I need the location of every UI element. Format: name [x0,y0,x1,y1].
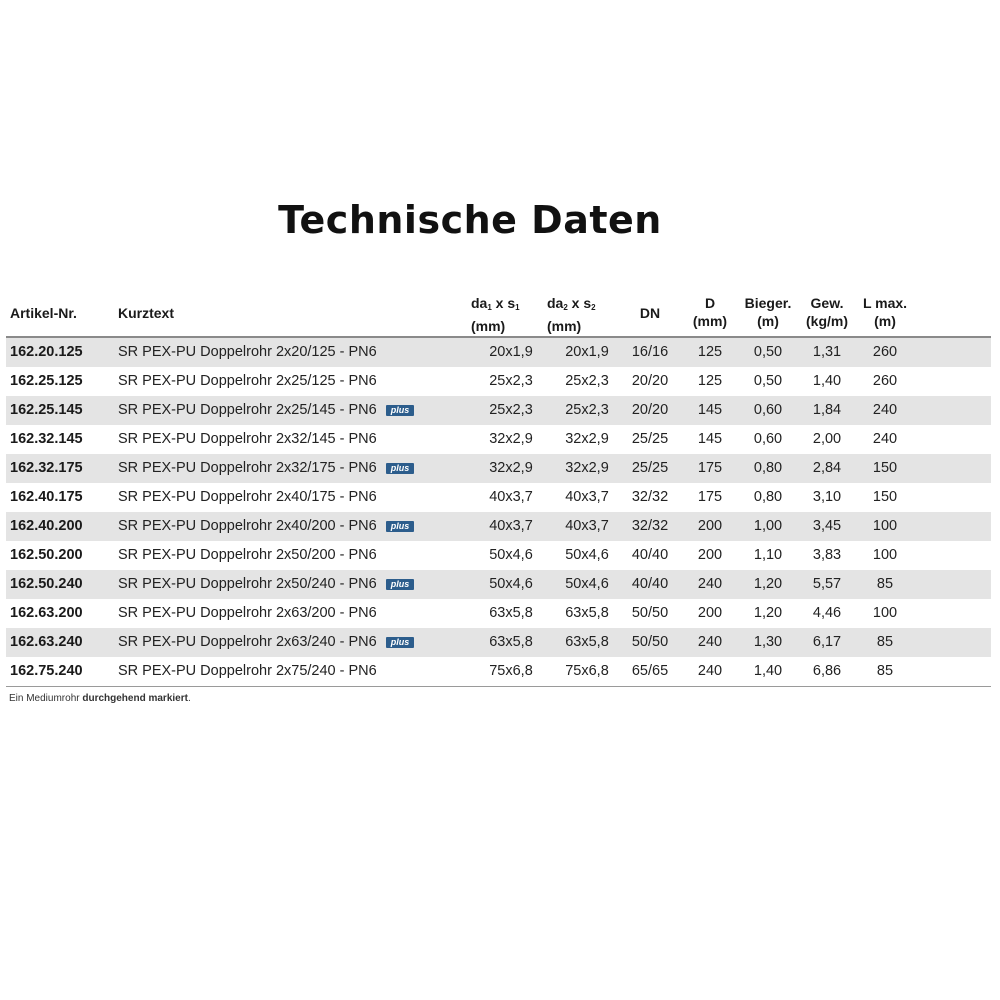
cell-gewicht: 2,00 [812,431,842,447]
cell-d: 175 [697,489,723,505]
cell-da1: 32x2,9 [489,431,533,447]
cell-da2: 63x5,8 [565,605,609,621]
cell-artikel: 162.25.145 [10,402,83,418]
kurztext-text: SR PEX-PU Doppelrohr 2x32/175 - PN6 [118,460,377,476]
cell-dn: 50/50 [631,605,669,621]
cell-da1: 63x5,8 [489,634,533,650]
cell-gewicht: 1,31 [812,344,842,360]
table-end-line [6,686,991,687]
cell-d: 125 [697,373,723,389]
cell-biegeradius: 0,50 [753,344,783,360]
table-header [6,288,991,338]
cell-biegeradius: 0,60 [753,402,783,418]
cell-artikel: 162.40.200 [10,518,83,534]
cell-gewicht: 1,40 [812,373,842,389]
cell-da1: 25x2,3 [489,373,533,389]
cell-da2: 50x4,6 [565,576,609,592]
cell-da2: 25x2,3 [565,402,609,418]
kurztext-text: SR PEX-PU Doppelrohr 2x40/175 - PN6 [118,489,377,505]
cell-kurztext [118,657,377,686]
cell-da1: 63x5,8 [489,605,533,621]
table-row [6,338,991,367]
cell-kurztext [118,483,377,512]
table-row [6,367,991,396]
table-row [6,512,991,541]
footnote: Ein Mediumrohr durchgehend markiert. [9,693,191,704]
cell-kurztext [118,628,414,657]
cell-gewicht: 3,83 [812,547,842,563]
table-row [6,628,991,657]
cell-dn: 25/25 [631,460,669,476]
cell-kurztext [118,396,414,425]
cell-lmax: 100 [872,518,898,534]
cell-lmax: 85 [876,663,894,679]
header-d: D (mm) [692,295,728,329]
header-artikel: Artikel-Nr. [10,305,77,321]
technical-data-table [6,288,991,704]
kurztext-text: SR PEX-PU Doppelrohr 2x50/240 - PN6 [118,576,377,592]
cell-biegeradius: 1,20 [753,605,783,621]
cell-artikel: 162.63.200 [10,605,83,621]
cell-d: 145 [697,431,723,447]
cell-da2: 20x1,9 [565,344,609,360]
cell-kurztext [118,570,414,599]
cell-artikel: 162.32.145 [10,431,83,447]
cell-da1: 50x4,6 [489,547,533,563]
cell-kurztext [118,541,377,570]
cell-dn: 16/16 [631,344,669,360]
cell-dn: 32/32 [631,518,669,534]
cell-lmax: 150 [872,489,898,505]
cell-lmax: 260 [872,344,898,360]
plus-badge: plus [386,521,415,532]
table-row [6,570,991,599]
cell-lmax: 100 [872,547,898,563]
page-title: Technische Daten [278,198,662,242]
cell-da2: 40x3,7 [565,518,609,534]
cell-biegeradius: 0,80 [753,460,783,476]
cell-kurztext [118,367,377,396]
cell-kurztext [118,454,414,483]
cell-biegeradius: 0,80 [753,489,783,505]
cell-da2: 32x2,9 [565,460,609,476]
table-row [6,541,991,570]
cell-da1: 50x4,6 [489,576,533,592]
cell-dn: 50/50 [631,634,669,650]
cell-biegeradius: 0,50 [753,373,783,389]
header-lmax: L max. (m) [862,295,908,329]
cell-dn: 32/32 [631,489,669,505]
cell-lmax: 240 [872,431,898,447]
cell-artikel: 162.20.125 [10,344,83,360]
cell-dn: 65/65 [631,663,669,679]
table-row [6,599,991,628]
cell-da2: 32x2,9 [565,431,609,447]
table-row [6,396,991,425]
cell-gewicht: 3,10 [812,489,842,505]
cell-gewicht: 3,45 [812,518,842,534]
cell-da1: 32x2,9 [489,460,533,476]
cell-gewicht: 4,46 [812,605,842,621]
cell-dn: 40/40 [631,576,669,592]
cell-d: 240 [697,634,723,650]
cell-d: 125 [697,344,723,360]
cell-lmax: 85 [876,576,894,592]
cell-lmax: 100 [872,605,898,621]
cell-kurztext [118,338,377,367]
cell-biegeradius: 1,10 [753,547,783,563]
cell-da1: 40x3,7 [489,489,533,505]
cell-da2: 25x2,3 [565,373,609,389]
cell-lmax: 260 [872,373,898,389]
cell-lmax: 85 [876,634,894,650]
cell-d: 200 [697,518,723,534]
cell-da2: 63x5,8 [565,634,609,650]
kurztext-text: SR PEX-PU Doppelrohr 2x20/125 - PN6 [118,344,377,360]
cell-dn: 25/25 [631,431,669,447]
cell-da1: 40x3,7 [489,518,533,534]
cell-d: 200 [697,605,723,621]
cell-artikel: 162.75.240 [10,663,83,679]
plus-badge: plus [386,463,415,474]
header-da2: $da_2$ x $s_2$ (mm) [547,295,596,334]
cell-artikel: 162.63.240 [10,634,83,650]
cell-gewicht: 6,17 [812,634,842,650]
cell-dn: 20/20 [631,402,669,418]
cell-biegeradius: 1,20 [753,576,783,592]
kurztext-text: SR PEX-PU Doppelrohr 2x63/240 - PN6 [118,634,377,650]
cell-da2: 75x6,8 [565,663,609,679]
plus-badge: plus [386,405,415,416]
cell-kurztext [118,599,377,628]
cell-biegeradius: 1,00 [753,518,783,534]
kurztext-text: SR PEX-PU Doppelrohr 2x32/145 - PN6 [118,431,377,447]
cell-gewicht: 6,86 [812,663,842,679]
table-row [6,483,991,512]
table-row [6,454,991,483]
cell-gewicht: 2,84 [812,460,842,476]
cell-da1: 75x6,8 [489,663,533,679]
cell-da2: 50x4,6 [565,547,609,563]
kurztext-text: SR PEX-PU Doppelrohr 2x50/200 - PN6 [118,547,377,563]
kurztext-text: SR PEX-PU Doppelrohr 2x40/200 - PN6 [118,518,377,534]
cell-dn: 40/40 [631,547,669,563]
cell-kurztext [118,512,414,541]
cell-d: 240 [697,663,723,679]
header-gewicht: Gew. (kg/m) [806,295,848,329]
cell-artikel: 162.32.175 [10,460,83,476]
cell-biegeradius: 1,40 [753,663,783,679]
table-row [6,425,991,454]
kurztext-text: SR PEX-PU Doppelrohr 2x63/200 - PN6 [118,605,377,621]
plus-badge: plus [386,637,415,648]
header-kurztext: Kurztext [118,305,175,321]
cell-lmax: 150 [872,460,898,476]
cell-kurztext [118,425,377,454]
header-dn: DN [639,305,661,321]
cell-da1: 20x1,9 [489,344,533,360]
cell-da2: 40x3,7 [565,489,609,505]
cell-lmax: 240 [872,402,898,418]
cell-artikel: 162.40.175 [10,489,83,505]
kurztext-text: SR PEX-PU Doppelrohr 2x25/125 - PN6 [118,373,377,389]
cell-artikel: 162.50.240 [10,576,83,592]
cell-biegeradius: 0,60 [753,431,783,447]
cell-gewicht: 5,57 [812,576,842,592]
cell-dn: 20/20 [631,373,669,389]
table-body [6,338,991,686]
header-biegeradius: Bieger. (m) [744,295,792,329]
cell-d: 175 [697,460,723,476]
kurztext-text: SR PEX-PU Doppelrohr 2x75/240 - PN6 [118,663,377,679]
cell-artikel: 162.25.125 [10,373,83,389]
cell-gewicht: 1,84 [812,402,842,418]
cell-artikel: 162.50.200 [10,547,83,563]
table-row [6,657,991,686]
cell-da1: 25x2,3 [489,402,533,418]
cell-d: 240 [697,576,723,592]
cell-d: 200 [697,547,723,563]
plus-badge: plus [386,579,415,590]
header-da1: $da_1$ x $s_1$ (mm) [471,295,520,334]
cell-d: 145 [697,402,723,418]
cell-biegeradius: 1,30 [753,634,783,650]
kurztext-text: SR PEX-PU Doppelrohr 2x25/145 - PN6 [118,402,377,418]
